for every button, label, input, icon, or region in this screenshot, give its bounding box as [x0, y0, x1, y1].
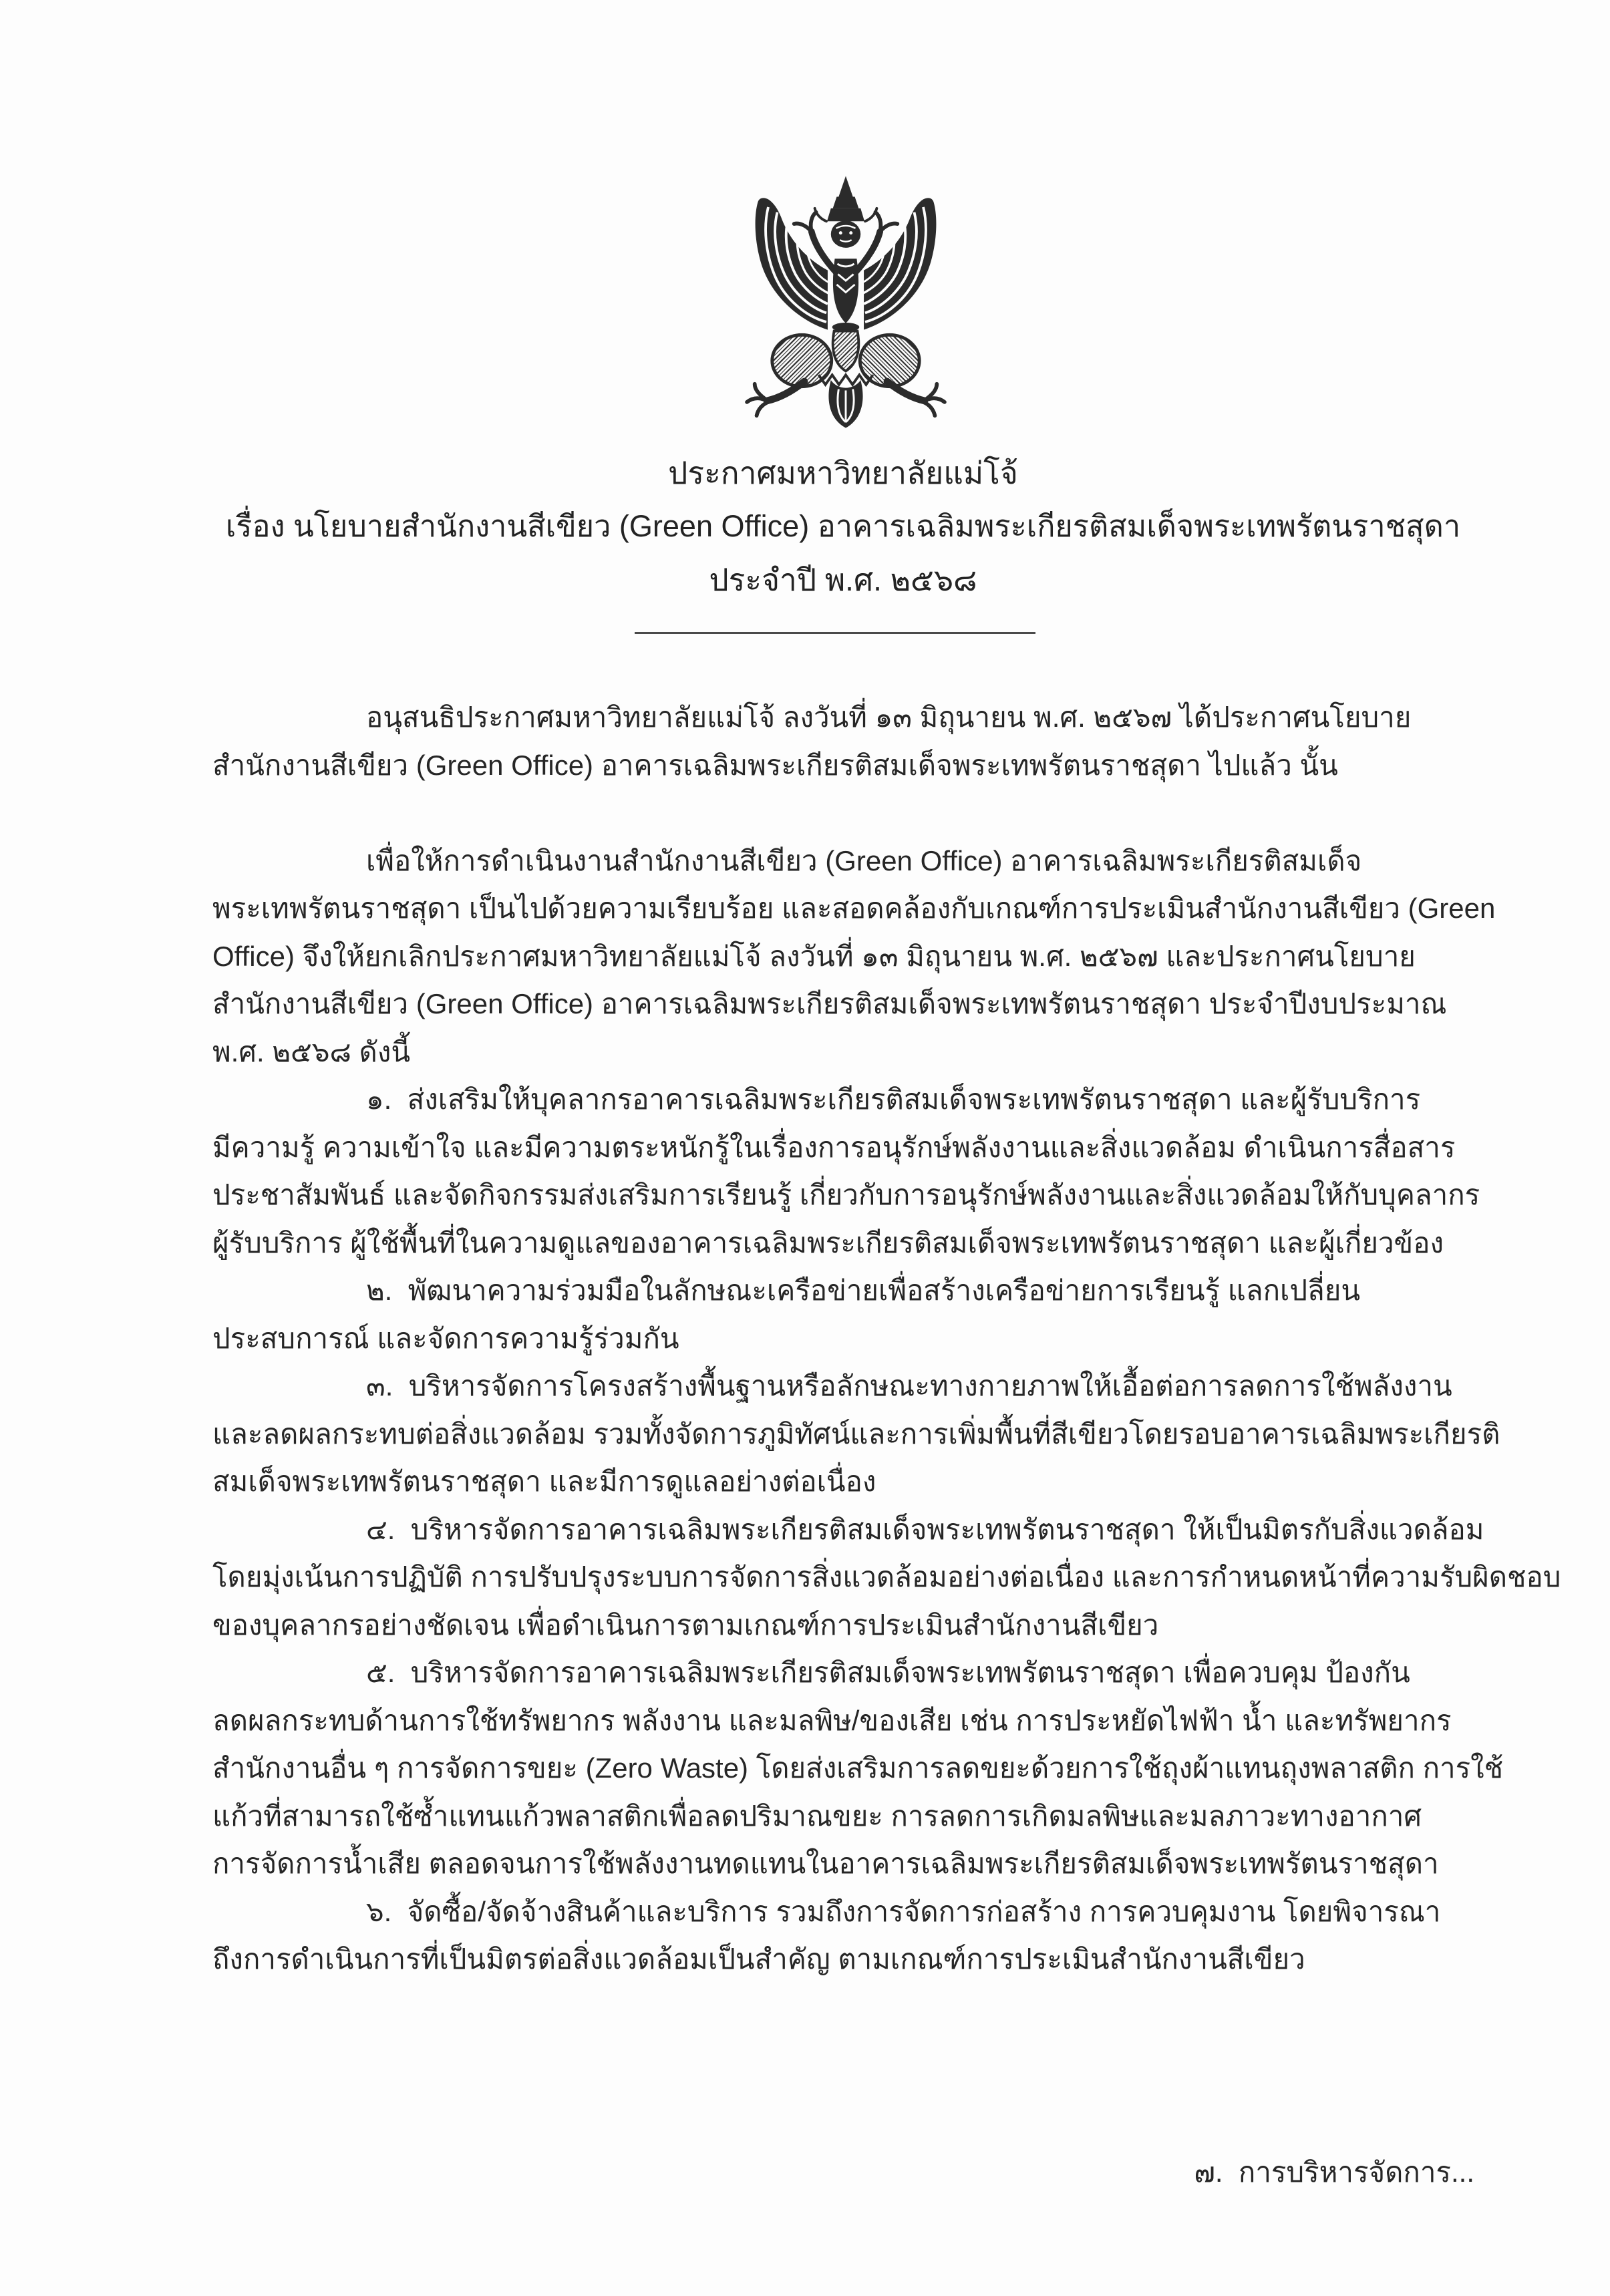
body-line: พระเทพรัตนราชสุดา เป็นไปด้วยความเรียบร้อย และสอดคล้องกับเกณฑ์การประเมินสำนักงานสีเขียว (Green: [212, 892, 1496, 924]
body-line: ประสบการณ์ และจัดการความรู้ร่วมกัน: [212, 1322, 679, 1354]
body-line: อนุสนธิประกาศมหาวิทยาลัยแม่โจ้ ลงวันที่ ๑๓ มิถุนายน พ.ศ. ๒๕๖๗ ได้ประกาศนโยบาย: [366, 701, 1412, 733]
body-line: สำนักงานสีเขียว (Green Office) อาคารเฉลิมพระเกียรติสมเด็จพระเทพรัตนราชสุดา ไปแล้ว นั้น: [212, 749, 1338, 781]
body-line: [212, 789, 1482, 837]
body-line: Office) จึงให้ยกเลิกประกาศมหาวิทยาลัยแม่โจ้ ลงวันที่ ๑๓ มิถุนายน พ.ศ. ๒๕๖๗ และประกาศนโยบาย: [212, 940, 1416, 972]
body-line: ๑. ส่งเสริมให้บุคลากรอาคารเฉลิมพระเกียรติสมเด็จพระเทพรัตนราชสุดา และผู้รับบริการ: [366, 1084, 1421, 1115]
body-line: ลดผลกระทบด้านการใช้ทรัพยากร พลังงาน และมลพิษ/ของเสีย เช่น การประหยัดไฟฟ้า น้ำ และทรัพยากร: [212, 1704, 1452, 1736]
announcement-year: ประจำปี พ.ศ. ๒๕๖๘: [709, 562, 977, 597]
continuation-note: ๗. การบริหารจัดการ...: [1194, 2156, 1474, 2188]
body-line: โดยมุ่งเน้นการปฏิบัติ การปรับปรุงระบบการจัดการสิ่งแวดล้อมอย่างต่อเนื่อง และการกำหนดหน้าที่ความรับผิดชอบ: [212, 1561, 1561, 1593]
body-line: พ.ศ. ๒๕๖๘ ดังนี้: [212, 1035, 411, 1068]
body-line: มีความรู้ ความเข้าใจ และมีความตระหนักรู้ในเรื่องการอนุรักษ์พลังงานและสิ่งแวดล้อม ดำเนินการสื่อสาร: [212, 1131, 1456, 1163]
body-line: ๒. พัฒนาความร่วมมือในลักษณะเครือข่ายเพื่อสร้างเครือข่ายการเรียนรู้ แลกเปลี่ยน: [366, 1275, 1361, 1306]
body-line: สมเด็จพระเทพรัตนราชสุดา และมีการดูแลอย่างต่อเนื่อง: [212, 1466, 876, 1497]
body-line: ๖. จัดซื้อ/จัดจ้างสินค้าและบริการ รวมถึงการจัดการก่อสร้าง การควบคุมงาน โดยพิจารณา: [366, 1895, 1441, 1927]
body-line: ๓. บริหารจัดการโครงสร้างพื้นฐานหรือลักษณะทางกายภาพให้เอื้อต่อการลดการใช้พลังงาน: [366, 1370, 1452, 1402]
body-line: ๔. บริหารจัดการอาคารเฉลิมพระเกียรติสมเด็จพระเทพรัตนราชสุดา ให้เป็นมิตรกับสิ่งแวดล้อม: [366, 1513, 1484, 1545]
body-line: เพื่อให้การดำเนินงานสำนักงานสีเขียว (Green Office) อาคารเฉลิมพระเกียรติสมเด็จ: [366, 844, 1362, 876]
title-block: [76, 446, 1610, 607]
garuda-emblem-icon: [730, 171, 962, 434]
title-divider-rule: [635, 632, 1035, 634]
body-line: การจัดการน้ำเสีย ตลอดจนการใช้พลังงานทดแทนในอาคารเฉลิมพระเกียรติสมเด็จพระเทพรัตนราชสุดา: [212, 1848, 1439, 1879]
body-line: แก้วที่สามารถใช้ซ้ำแทนแก้วพลาสติกเพื่อลดปริมาณขยะ การลดการเกิดมลพิษและมลภาวะทางอากาศ: [212, 1800, 1422, 1832]
body-line: ประชาสัมพันธ์ และจัดกิจกรรมส่งเสริมการเรียนรู้ เกี่ยวกับการอนุรักษ์พลังงานและสิ่งแวดล้อมให้กับบุคลากร: [212, 1179, 1480, 1210]
body-line: ๕. บริหารจัดการอาคารเฉลิมพระเกียรติสมเด็จพระเทพรัตนราชสุดา เพื่อควบคุม ป้องกัน: [366, 1657, 1410, 1688]
body-line: สำนักงานอื่น ๆ การจัดการขยะ (Zero Waste) โดยส่งเสริมการลดขยะด้วยการใช้ถุงผ้าแทนถุงพลาสติก การใช้: [212, 1752, 1504, 1784]
document-body: [212, 693, 1561, 1983]
body-line: สำนักงานสีเขียว (Green Office) อาคารเฉลิมพระเกียรติสมเด็จพระเทพรัตนราชสุดา ประจำปีงบประมาณ: [212, 988, 1447, 1019]
body-line: และลดผลกระทบต่อสิ่งแวดล้อม รวมทั้งจัดการภูมิทัศน์และการเพิ่มพื้นที่สีเขียวโดยรอบอาคารเฉลิมพระเกียรติ: [212, 1418, 1500, 1450]
body-line: ถึงการดำเนินการที่เป็นมิตรต่อสิ่งแวดล้อมเป็นสำคัญ ตามเกณฑ์การประเมินสำนักงานสีเขียว: [212, 1943, 1305, 1975]
body-line: ผู้รับบริการ ผู้ใช้พื้นที่ในความดูแลของอาคารเฉลิมพระเกียรติสมเด็จพระเทพรัตนราชสุดา และผู้เกี่ยวข้อง: [212, 1226, 1444, 1259]
announcement-title: ประกาศมหาวิทยาลัยแม่โจ้: [668, 456, 1018, 490]
body-line: ของบุคลากรอย่างชัดเจน เพื่อดำเนินการตามเกณฑ์การประเมินสำนักงานสีเขียว: [212, 1609, 1159, 1641]
announcement-subject: เรื่อง นโยบายสำนักงานสีเขียว (Green Office) อาคารเฉลิมพระเกียรติสมเด็จพระเทพรัตนราชสุดา: [225, 509, 1461, 543]
